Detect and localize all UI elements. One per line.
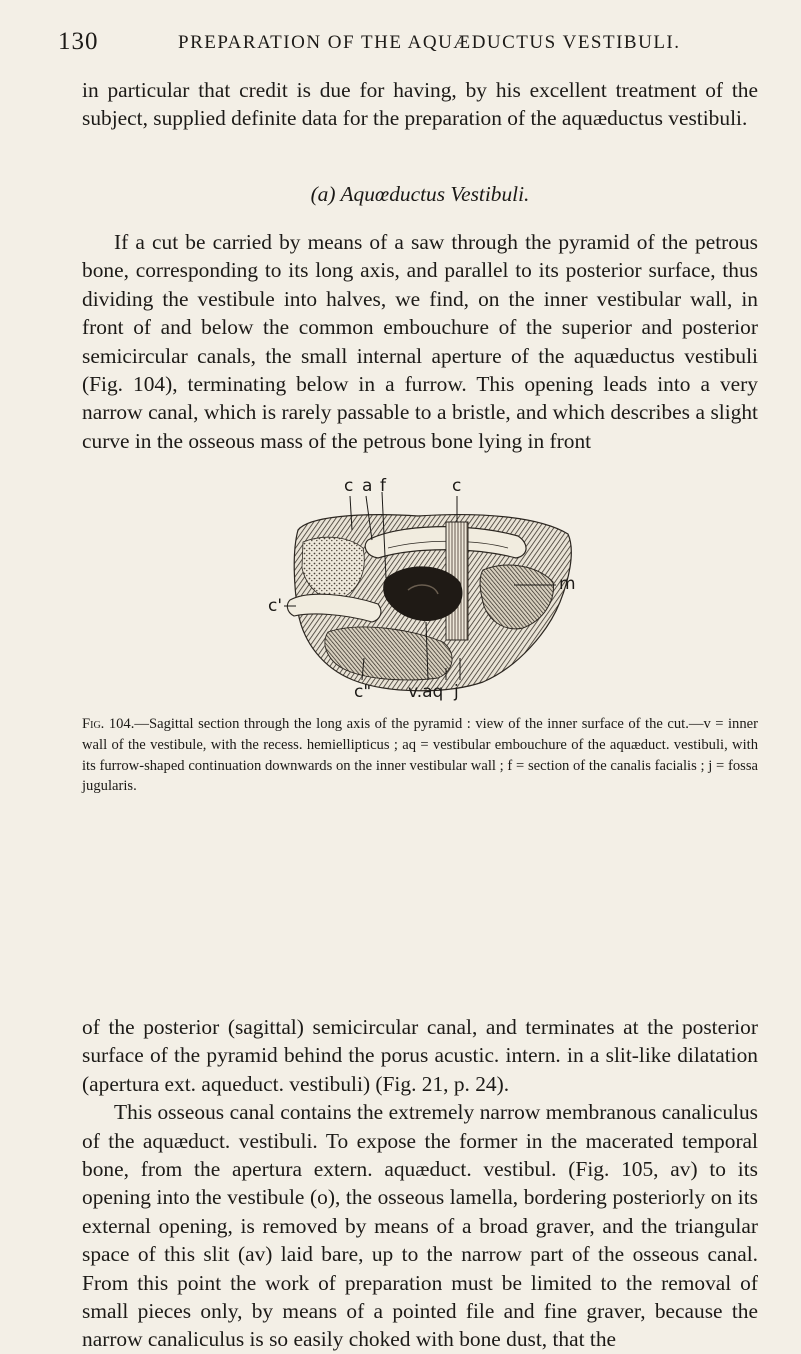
figure-label-a: a	[362, 476, 373, 496]
figure-caption	[82, 714, 758, 797]
caption-lead: Fig. 104.	[82, 716, 135, 732]
figure-104	[268, 476, 588, 704]
figure-label-j: j	[454, 682, 459, 702]
text-block-3	[82, 1013, 758, 1354]
page-number: 130	[58, 28, 99, 55]
paragraph-2: If a cut be carried by means of a saw through the pyramid of the petrous bone, corresponding to its long axis, and parallel to its posterior surface, thus dividing the vestibule into halves, we find, on the inner vestibular wall, in front of and below the common embouchure of the superior and posterior semicircular canals, the small internal aperture of the aquæductus vestibuli (Fig. 104), terminating below in a furrow. This opening leads into a very narrow canal, which is rarely passable to a bristle, and which describes a slight curve in the osseous mass of the petrous bone lying in front	[82, 230, 758, 453]
running-head: PREPARATION OF THE AQUÆDUCTUS VESTIBULI.	[178, 32, 681, 53]
figure-104-engraving	[268, 482, 588, 704]
figure-label-vaq: v.aq	[408, 682, 444, 702]
paragraph-1: in particular that credit is due for having, by his excellent treatment of the subject, supplied definite data for the preparation of the aquæductus vestibuli.	[82, 78, 758, 131]
text-block-1	[82, 76, 758, 133]
text-block-2	[82, 228, 758, 455]
page-header	[58, 28, 758, 58]
section-heading: (a) Aquœductus Vestibuli.	[310, 182, 530, 206]
paragraph-3: of the posterior (sagittal) semicircular canal, and terminates at the posterior surface of the pyramid behind the porus acustic. intern. in a slit-like dilatation (apertura ext. aqueduct. vestibuli) (Fig. 21, p. 24).	[82, 1015, 758, 1096]
figure-label-f: f	[380, 476, 386, 496]
figure-label-c: c	[344, 476, 354, 496]
figure-label-c-prime: c'	[268, 596, 283, 616]
figure-label-c2: c	[452, 476, 462, 496]
paragraph-4: This osseous canal contains the extremely narrow membranous canaliculus of the aquæduct. vestibuli. To expose the former in the macerated temporal bone, from the apertura extern. aquæduct. vestibul. (Fig. 105, av) to its opening into the vestibule (o), the osseous lamella, bordering posteriorly on its external opening, is removed by means of a broad graver, and the triangular space of this slit (av) laid bare, up to the narrow part of the osseous canal. From this point the work of preparation must be limited to the removal of small pieces only, by means of a pointed file and fine graver, because the narrow canaliculus is so easily choked with bone dust, that the	[82, 1100, 758, 1352]
caption-body: —Sagittal section through the long axis of the pyramid : view of the inner surface of the cut.—v = inner wall of the vestibule, with the recess. hemiellipticus ; aq = vestibular embouchure of the aquæduct. vestibuli, with its furrow-shaped continuation downwards on the inner vestibular wall ; f = section of the canalis facialis ; j = fossa jugularis.	[82, 716, 758, 795]
figure-label-m: m	[559, 574, 576, 594]
figure-label-c-double-prime: c"	[354, 682, 372, 702]
